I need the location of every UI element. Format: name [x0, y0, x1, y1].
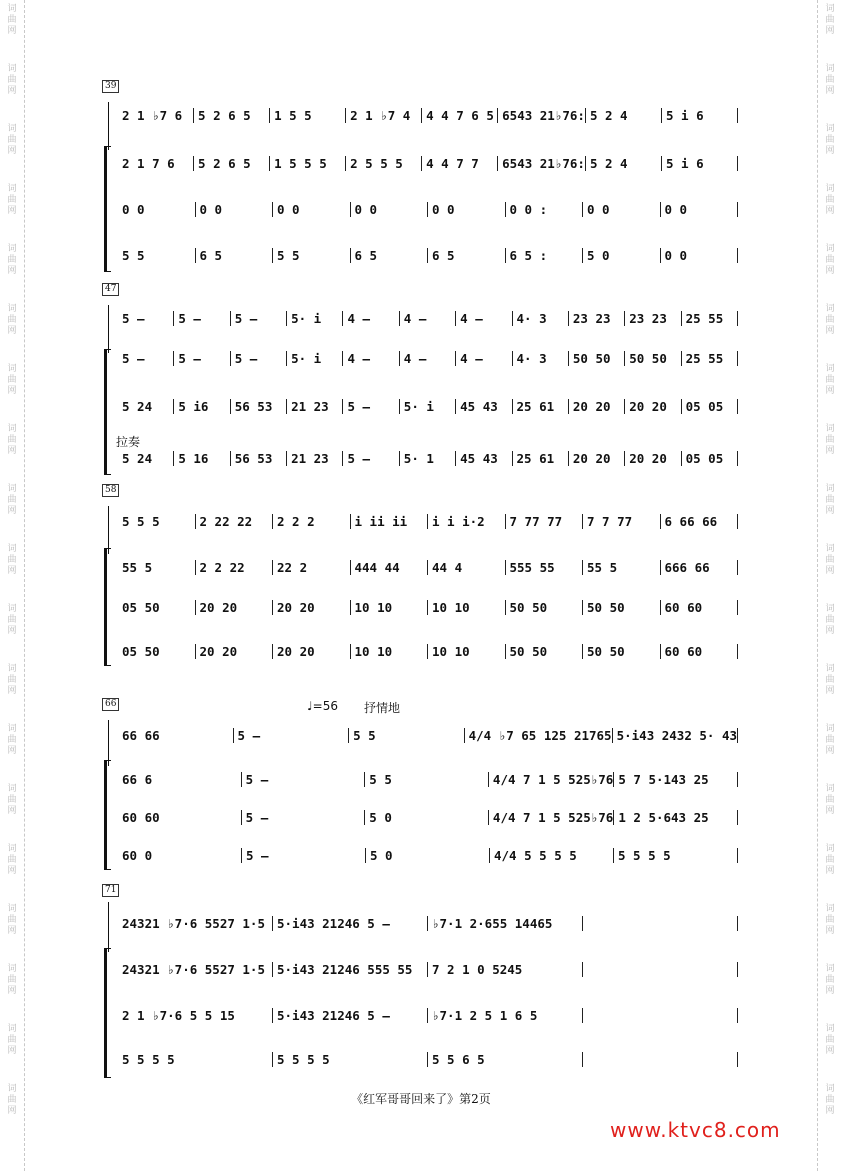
pizzicato-label: 拉奏: [116, 435, 141, 449]
measure: 20 20: [569, 451, 625, 466]
measure: 55 5: [583, 560, 661, 575]
measure: 2 2 2: [273, 514, 351, 529]
measure: 22 2: [273, 560, 351, 575]
staff-bracket: [104, 349, 111, 475]
measure: 7 7 77: [583, 514, 661, 529]
measure: 50 50: [625, 351, 681, 366]
side-watermark: 词曲网: [825, 964, 835, 996]
staff-bracket: [104, 948, 111, 1078]
staff-part-4: [112, 1048, 738, 1072]
measure: 5 24: [118, 399, 174, 414]
staff-part-3: [112, 596, 738, 620]
measure: 0 0: [583, 202, 661, 217]
measure: 10 10: [351, 644, 429, 659]
measure: 1 2 5·643 25: [614, 810, 738, 825]
staff-part-2: [112, 958, 738, 982]
measure: 6 5: [428, 248, 506, 263]
side-watermark: 词曲网: [825, 64, 835, 96]
measure: 5 –: [242, 848, 366, 863]
measure: 2 1 ♭7 4: [346, 108, 422, 123]
side-watermark: 词曲网: [825, 364, 835, 396]
side-watermark: 词曲网: [7, 784, 17, 816]
staff-part-3: [112, 1004, 738, 1028]
measure: 4 –: [456, 311, 512, 326]
measure: 5 5: [349, 728, 465, 743]
measure: 4/4 5 5 5 5: [490, 848, 614, 863]
measure: 2 5 5 5: [346, 156, 422, 171]
side-watermark: 词曲网: [7, 904, 17, 936]
measure: 5 24: [118, 451, 174, 466]
side-watermark: 词曲网: [825, 784, 835, 816]
side-watermark: 词曲网: [7, 1084, 17, 1116]
expression-mark: 抒情地: [364, 701, 401, 715]
measure: 5·i43 2432 5· 43: [613, 728, 738, 743]
measure: 4 4 7 6 5: [422, 108, 498, 123]
side-watermark: 词曲网: [7, 424, 17, 456]
measure: 5 5: [365, 772, 489, 787]
staff-part-4: [112, 244, 738, 268]
staff-part-3: [112, 806, 738, 830]
measure: 56 53: [231, 399, 287, 414]
side-watermark: 词曲网: [825, 124, 835, 156]
measure: 5·i43 21246 5 –: [273, 1008, 428, 1023]
measure: 45 43: [456, 451, 512, 466]
measure: 4 –: [456, 351, 512, 366]
measure: 5 2 6 5: [194, 156, 270, 171]
side-watermark: 词曲网: [7, 664, 17, 696]
measure: 50 50: [506, 600, 584, 615]
measure: 10 10: [351, 600, 429, 615]
side-watermark: 词曲网: [7, 4, 17, 36]
measure: 60 60: [118, 810, 242, 825]
side-watermark: 词曲网: [7, 844, 17, 876]
measure: 24321 ♭7·6 5527 1·5: [118, 962, 273, 977]
measure: 5 5: [273, 248, 351, 263]
side-watermark: 词曲网: [7, 184, 17, 216]
side-watermark: 词曲网: [825, 1084, 835, 1116]
side-watermark: 词曲网: [7, 1024, 17, 1056]
measure: 2 1 ♭7 6: [118, 108, 194, 123]
measure: 05 50: [118, 644, 196, 659]
measure: i ii ii: [351, 514, 429, 529]
measure: 5 7 5·143 25: [614, 772, 738, 787]
measure: 0 0 :: [506, 202, 584, 217]
measure: 23 23: [625, 311, 681, 326]
staff-part-3: [112, 395, 738, 419]
measure: 5 5 5 5: [118, 1052, 273, 1067]
measure: 25 61: [513, 451, 569, 466]
measure: 666 66: [661, 560, 739, 575]
staff-part-2: [112, 152, 738, 176]
side-watermark: 词曲网: [7, 964, 17, 996]
measure: 20 20: [273, 644, 351, 659]
measure: 4/4 7 1 5 525♭76: [489, 772, 614, 787]
measure: 55 5: [118, 560, 196, 575]
staff-part-3: [112, 198, 738, 222]
score-system-4: [102, 698, 738, 873]
staff-part-4: [112, 447, 738, 471]
measure: [583, 1008, 738, 1023]
measure: 5 0: [366, 848, 490, 863]
measure: 20 20: [196, 644, 274, 659]
measure-number: 39: [102, 80, 119, 93]
side-watermark: 词曲网: [825, 544, 835, 576]
side-watermark: 词曲网: [7, 304, 17, 336]
measure: 0 0: [351, 202, 429, 217]
measure: 5 2 6 5: [194, 108, 270, 123]
measure: i i i·2: [428, 514, 506, 529]
measure: 0 0: [428, 202, 506, 217]
measure: 5 5 6 5: [428, 1052, 583, 1067]
side-watermark: 词曲网: [7, 724, 17, 756]
measure: 20 20: [196, 600, 274, 615]
measure: 60 60: [661, 644, 739, 659]
measure: 25 61: [513, 399, 569, 414]
measure: 5· i: [400, 399, 456, 414]
side-watermark: 词曲网: [825, 904, 835, 936]
staff-part-4: [112, 640, 738, 664]
measure: 0 0: [118, 202, 196, 217]
measure: 5 2 4: [586, 156, 662, 171]
staff-bracket: [104, 548, 111, 666]
measure: 0 0: [661, 248, 739, 263]
measure: 5 i6: [174, 399, 230, 414]
measure: 5 –: [343, 399, 399, 414]
side-watermark: 词曲网: [825, 304, 835, 336]
staff-melody: [112, 307, 738, 331]
measure: 5·i43 21246 555 55: [273, 962, 428, 977]
measure: 5 –: [242, 810, 366, 825]
measure: 5·i43 21246 5 –: [273, 916, 428, 931]
measure: 5 –: [174, 351, 230, 366]
measure: 25 55: [682, 311, 738, 326]
side-watermark: 词曲网: [825, 244, 835, 276]
staff-melody: [112, 510, 738, 534]
side-watermark: 词曲网: [825, 484, 835, 516]
measure: 2 1 ♭7·6 5 5 15: [118, 1008, 273, 1023]
score-system-5: [102, 884, 738, 1079]
measure: 45 43: [456, 399, 512, 414]
measure: [583, 916, 738, 931]
staff-bracket: [104, 760, 111, 870]
measure: 5 5: [118, 248, 196, 263]
page-footer: 《红军哥哥回来了》第2页: [351, 1092, 491, 1106]
measure: 4/4 ♭7 65 125 21765: [465, 728, 613, 743]
measure: 44 4: [428, 560, 506, 575]
measure: 60 60: [661, 600, 739, 615]
measure: 5 –: [118, 351, 174, 366]
measure: 5 5 5 5: [273, 1052, 428, 1067]
measure: 23 23: [569, 311, 625, 326]
measure: ♭7·1 2 5 1 6 5: [428, 1008, 583, 1023]
measure: 10 10: [428, 644, 506, 659]
measure-number: 71: [102, 884, 119, 897]
measure: 6 5: [351, 248, 429, 263]
measure: 66 6: [118, 772, 242, 787]
measure: 5 5 5: [118, 514, 196, 529]
measure: 0 0: [273, 202, 351, 217]
measure: 5 –: [118, 311, 174, 326]
measure: 4 –: [400, 351, 456, 366]
measure: 50 50: [583, 644, 661, 659]
measure: 2 1 7 6: [118, 156, 194, 171]
measure-number: 47: [102, 283, 119, 296]
measure: 7 77 77: [506, 514, 584, 529]
measure: 56 53: [231, 451, 287, 466]
side-watermark: 词曲网: [825, 424, 835, 456]
side-watermark: 词曲网: [825, 844, 835, 876]
measure: 6 66 66: [661, 514, 739, 529]
staff-bracket: [104, 146, 111, 272]
side-watermark: 词曲网: [825, 724, 835, 756]
side-watermark: 词曲网: [7, 484, 17, 516]
side-watermark: 词曲网: [825, 664, 835, 696]
score-system-3: [102, 484, 738, 669]
site-watermark: www.ktvc8.com: [610, 1118, 781, 1142]
measure: [583, 962, 738, 977]
measure: 5 2 4: [586, 108, 662, 123]
measure: 5 0: [583, 248, 661, 263]
staff-melody: [112, 724, 738, 748]
measure: 1 5 5 5: [270, 156, 346, 171]
measure: 444 44: [351, 560, 429, 575]
measure: 24321 ♭7·6 5527 1·5: [118, 916, 273, 931]
tempo-mark: ♩=56: [307, 699, 338, 713]
staff-melody: [112, 912, 738, 936]
measure: ♭7·1 2·655 14465: [428, 916, 583, 931]
measure: 555 55: [506, 560, 584, 575]
measure: 5 –: [343, 451, 399, 466]
measure: 05 05: [682, 451, 738, 466]
staff-part-2: [112, 768, 738, 792]
measure: 4· 3: [513, 351, 569, 366]
measure: 6 5: [196, 248, 274, 263]
measure: 6 5 :: [506, 248, 584, 263]
measure: 5 –: [242, 772, 366, 787]
measure: 5· i: [287, 311, 343, 326]
measure: 10 10: [428, 600, 506, 615]
measure: 2 2 22: [196, 560, 274, 575]
measure: 0 0: [661, 202, 739, 217]
staff-part-2: [112, 347, 738, 371]
measure: 20 20: [569, 399, 625, 414]
measure: 5 –: [231, 311, 287, 326]
measure: 0 0: [196, 202, 274, 217]
measure: 5· 1: [400, 451, 456, 466]
measure: 05 05: [682, 399, 738, 414]
measure: 5 –: [231, 351, 287, 366]
measure: 5 i 6: [662, 156, 738, 171]
measure: 60 0: [118, 848, 242, 863]
score-system-2: [102, 283, 738, 478]
measure: 66 66: [118, 728, 234, 743]
measure: 21 23: [287, 399, 343, 414]
measure: 4 –: [343, 311, 399, 326]
measure: 50 50: [583, 600, 661, 615]
measure: 50 50: [569, 351, 625, 366]
measure: 5 i 6: [662, 108, 738, 123]
side-watermark: 词曲网: [825, 1024, 835, 1056]
measure: 05 50: [118, 600, 196, 615]
staff-part-4: [112, 844, 738, 868]
side-watermark: 词曲网: [825, 184, 835, 216]
measure: 5 16: [174, 451, 230, 466]
measure: 6543 21♭76:: [498, 108, 586, 123]
side-watermark: 词曲网: [7, 364, 17, 396]
staff-melody: [112, 104, 738, 128]
measure: 1 5 5: [270, 108, 346, 123]
measure: 5 –: [174, 311, 230, 326]
measure: 50 50: [506, 644, 584, 659]
measure: 2 22 22: [196, 514, 274, 529]
measure-number: 66: [102, 698, 119, 711]
staff-part-2: [112, 556, 738, 580]
side-watermark: 词曲网: [7, 64, 17, 96]
measure: 4 4 7 7: [422, 156, 498, 171]
side-watermark: 词曲网: [7, 604, 17, 636]
side-watermark: 词曲网: [7, 544, 17, 576]
measure: 20 20: [273, 600, 351, 615]
measure: 21 23: [287, 451, 343, 466]
measure: 20 20: [625, 399, 681, 414]
measure: 6543 21♭76:: [498, 156, 586, 171]
side-watermark: 词曲网: [7, 124, 17, 156]
measure: [583, 1052, 738, 1067]
measure: 7 2 1 0 5245: [428, 962, 583, 977]
measure: 25 55: [682, 351, 738, 366]
measure: 5 –: [234, 728, 350, 743]
side-watermark: 词曲网: [7, 244, 17, 276]
measure: 4· 3: [513, 311, 569, 326]
measure: 20 20: [625, 451, 681, 466]
measure: 5· i: [287, 351, 343, 366]
side-watermark: 词曲网: [825, 604, 835, 636]
measure: 5 0: [365, 810, 489, 825]
measure-number: 58: [102, 484, 119, 497]
measure: 4/4 7 1 5 525♭76: [489, 810, 614, 825]
score-system-1: [102, 80, 738, 280]
measure: 5 5 5 5: [614, 848, 738, 863]
measure: 4 –: [400, 311, 456, 326]
measure: 4 –: [343, 351, 399, 366]
side-watermark: 词曲网: [825, 4, 835, 36]
